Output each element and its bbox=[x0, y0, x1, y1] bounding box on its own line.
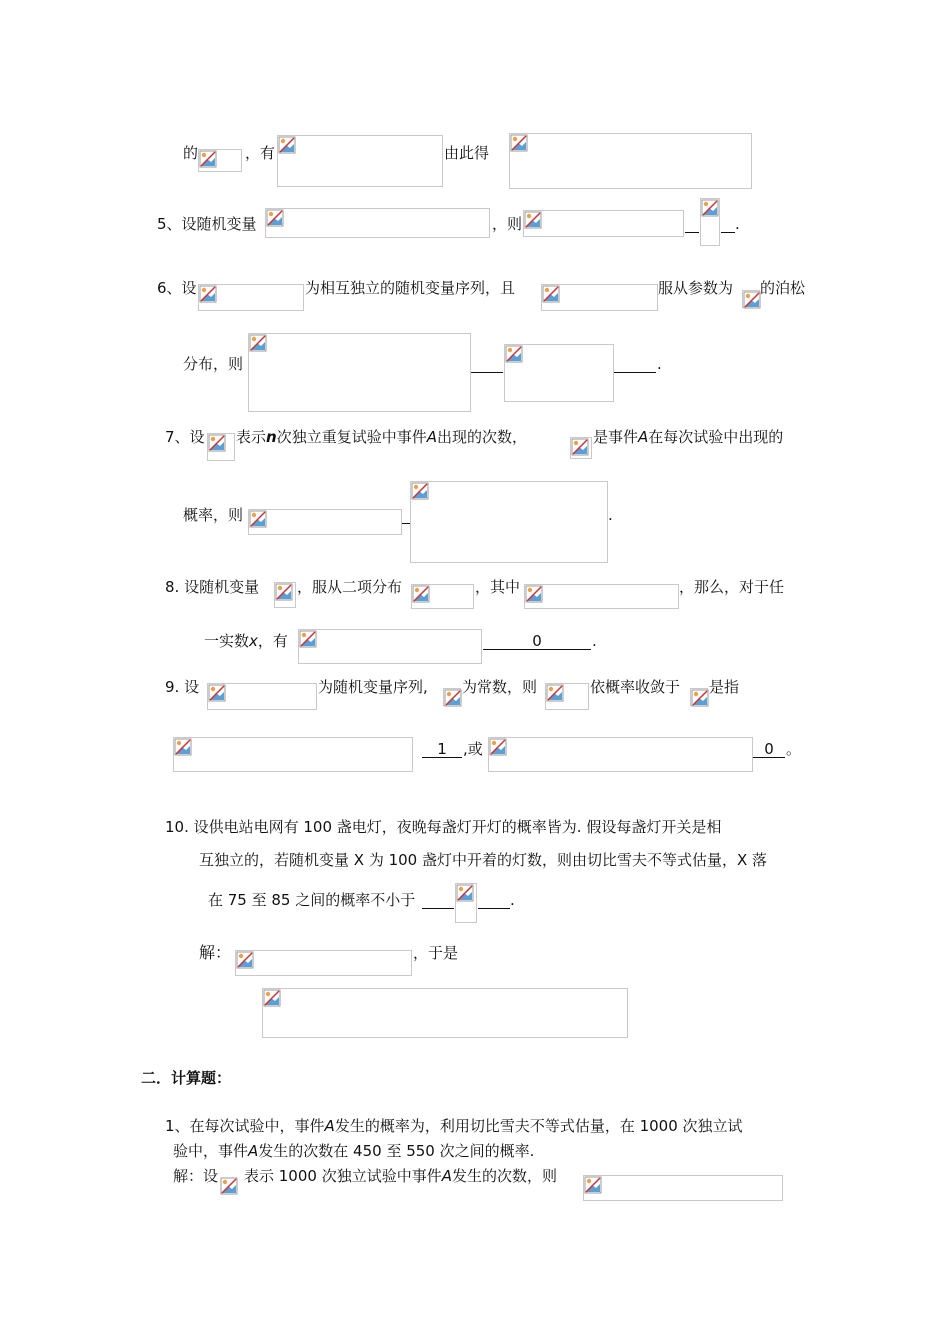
formula-image bbox=[742, 290, 760, 308]
formula-image bbox=[173, 737, 413, 772]
formula-image bbox=[524, 584, 679, 609]
formula-image bbox=[274, 582, 296, 608]
formula-image bbox=[570, 437, 592, 459]
c1-sol: 解：设 bbox=[173, 1167, 219, 1185]
q7-end: . bbox=[608, 506, 613, 524]
formula-image bbox=[700, 198, 720, 246]
q9-t3: 依概率收敛于 bbox=[590, 678, 681, 696]
broken-image-icon bbox=[412, 585, 430, 603]
q8-blank: 0 bbox=[483, 632, 591, 650]
formula-image bbox=[207, 683, 317, 710]
formula-image bbox=[443, 688, 461, 706]
broken-image-icon bbox=[524, 211, 542, 229]
q10-sol-mid: ，于是 bbox=[413, 944, 459, 962]
text-de: 的 bbox=[183, 144, 199, 162]
formula-image bbox=[262, 988, 628, 1038]
formula-image bbox=[265, 208, 490, 238]
q10-end: . bbox=[510, 891, 515, 909]
formula-image bbox=[583, 1175, 783, 1201]
q5-label: 5、设随机变量 bbox=[157, 215, 257, 233]
broken-image-icon bbox=[275, 583, 293, 601]
q8-t2: ，其中 bbox=[475, 578, 521, 596]
broken-image-icon bbox=[263, 989, 281, 1007]
broken-image-icon bbox=[249, 334, 267, 352]
broken-image-icon bbox=[208, 434, 226, 452]
broken-image-icon bbox=[505, 345, 523, 363]
broken-image-icon bbox=[220, 1177, 238, 1195]
q9-t1: 为随机变量序列, bbox=[318, 678, 428, 696]
formula-image bbox=[455, 883, 477, 923]
formula-image bbox=[298, 629, 482, 664]
formula-image bbox=[509, 133, 752, 189]
broken-image-icon bbox=[510, 134, 528, 152]
blank-line bbox=[402, 506, 410, 524]
blank-line bbox=[471, 355, 503, 373]
broken-image-icon bbox=[411, 482, 429, 500]
broken-image-icon bbox=[525, 585, 543, 603]
blank-line bbox=[721, 215, 735, 233]
broken-image-icon bbox=[546, 684, 564, 702]
formula-image bbox=[198, 149, 242, 172]
blank-line bbox=[685, 215, 699, 233]
q6-mid3: 的泊松 bbox=[760, 279, 806, 297]
broken-image-icon bbox=[743, 291, 761, 309]
c1-line2: 验中，事件A发生的次数在 450 至 550 次之间的概率. bbox=[173, 1142, 535, 1160]
formula-image bbox=[411, 584, 474, 609]
formula-image bbox=[207, 433, 235, 461]
formula-image bbox=[488, 737, 753, 772]
q10-line1: 10. 设供电站电网有 100 盏电灯，夜晚每盏灯开灯的概率皆为. 假设每盏灯开关是相 bbox=[165, 818, 722, 836]
text-you-ci-de: 由此得 bbox=[444, 144, 490, 162]
formula-image bbox=[248, 509, 402, 535]
c1-sol-b: 表示 1000 次独立试验中事件A发生的次数，则 bbox=[244, 1167, 557, 1185]
broken-image-icon bbox=[584, 1176, 602, 1194]
c1-line1: 1、在每次试验中，事件A发生的概率为，利用切比雪夫不等式估量，在 1000 次独立试 bbox=[165, 1117, 743, 1135]
q6-mid2: 服从参数为 bbox=[658, 279, 734, 297]
q7-text2: 是事件A在每次试验中出现的 bbox=[593, 428, 784, 446]
q7-line2: 概率，则 bbox=[183, 506, 244, 524]
q9-or: ,或 bbox=[463, 740, 483, 758]
q10-line2: 互独立的，若随机变量 X 为 100 盏灯中开着的灯数，则由切比雪夫不等式估量，X 落 bbox=[199, 851, 768, 869]
formula-image bbox=[541, 284, 658, 311]
broken-image-icon bbox=[199, 150, 217, 168]
q9-end: 。 bbox=[786, 740, 802, 758]
q8-t1: ，服从二项分布 bbox=[297, 578, 403, 596]
q6-label: 6、设 bbox=[157, 279, 197, 297]
broken-image-icon bbox=[542, 285, 560, 303]
q6-end: . bbox=[657, 355, 662, 373]
q9-blank1: 1 bbox=[422, 740, 462, 758]
q10-line3: 在 75 至 85 之间的概率不小于 bbox=[208, 891, 416, 909]
broken-image-icon bbox=[236, 951, 254, 969]
broken-image-icon bbox=[174, 738, 192, 756]
broken-image-icon bbox=[278, 136, 296, 154]
broken-image-icon bbox=[299, 630, 317, 648]
broken-image-icon bbox=[489, 738, 507, 756]
blank-line bbox=[478, 891, 510, 909]
q10-sol: 解： bbox=[199, 943, 232, 962]
blank-line bbox=[614, 355, 656, 373]
q9-t2: 为常数，则 bbox=[462, 678, 538, 696]
q7-text: 表示n次独立重复试验中事件A出现的次数， bbox=[236, 428, 527, 446]
formula-image bbox=[410, 481, 608, 563]
q8-t3: ，那么，对于任 bbox=[679, 578, 785, 596]
formula-image bbox=[545, 683, 589, 710]
broken-image-icon bbox=[444, 689, 462, 707]
q9-t4: 是指 bbox=[709, 678, 740, 696]
formula-image bbox=[690, 688, 708, 706]
section-title: 二．计算题： bbox=[141, 1069, 232, 1087]
broken-image-icon bbox=[691, 689, 709, 707]
formula-image bbox=[248, 333, 471, 412]
broken-image-icon bbox=[266, 209, 284, 227]
broken-image-icon bbox=[701, 199, 719, 217]
broken-image-icon bbox=[571, 438, 589, 456]
q8-label: 8. 设随机变量 bbox=[165, 578, 260, 596]
formula-image bbox=[198, 284, 304, 311]
broken-image-icon bbox=[199, 285, 217, 303]
q9-label: 9. 设 bbox=[165, 678, 200, 696]
formula-image bbox=[523, 210, 684, 237]
q5-end: . bbox=[735, 215, 740, 233]
formula-image bbox=[220, 1177, 242, 1197]
q8-line2: 一实数x，有 bbox=[204, 632, 288, 650]
formula-image bbox=[277, 135, 443, 187]
formula-image bbox=[235, 950, 412, 976]
broken-image-icon bbox=[208, 684, 226, 702]
text-comma-you: ，有 bbox=[245, 144, 276, 162]
blank-line bbox=[422, 891, 454, 909]
q7-label: 7、设 bbox=[165, 428, 205, 446]
q9-blank2: 0 bbox=[753, 740, 785, 758]
q6-line2: 分布，则 bbox=[183, 355, 244, 373]
broken-image-icon bbox=[456, 884, 474, 902]
q8-end: . bbox=[592, 632, 597, 650]
broken-image-icon bbox=[249, 510, 267, 528]
q5-ze: ，则 bbox=[492, 215, 523, 233]
q6-mid1: 为相互独立的随机变量序列，且 bbox=[305, 279, 516, 297]
formula-image bbox=[504, 344, 614, 402]
